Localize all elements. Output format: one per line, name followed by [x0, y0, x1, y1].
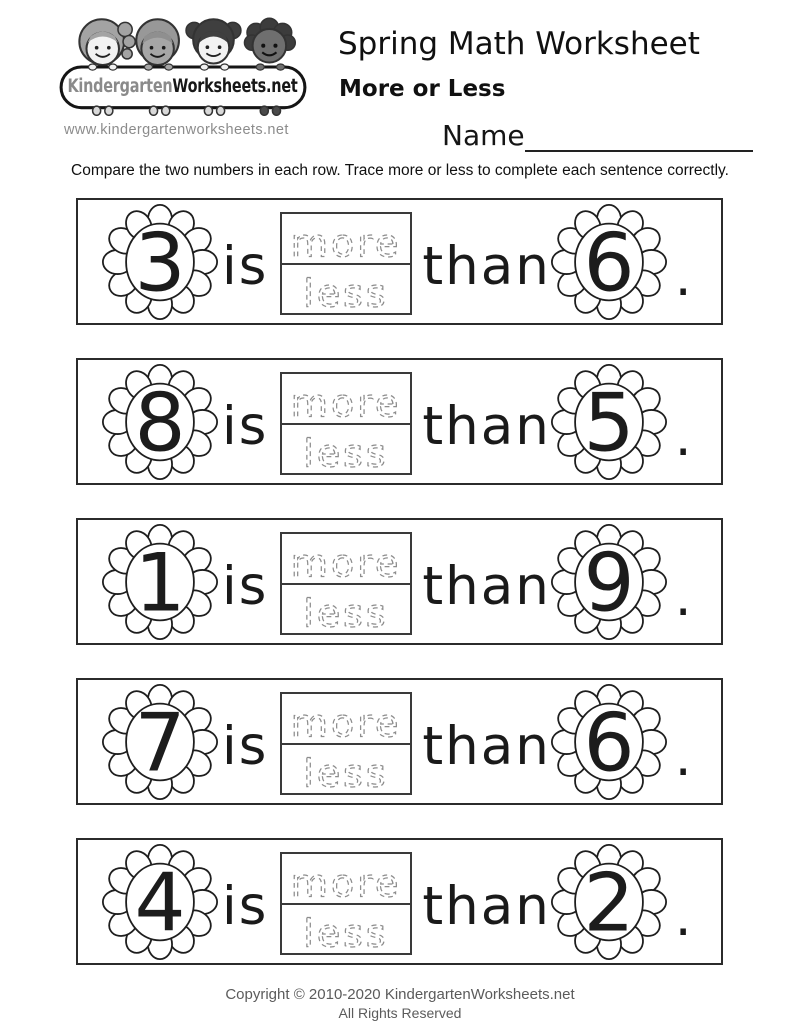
trace-word-less: [282, 263, 410, 314]
svg-text:more: more: [291, 380, 402, 423]
sentence-period: .: [674, 407, 692, 468]
logo-brand-text: [61, 67, 303, 105]
flower-number-right: 5: [583, 375, 635, 470]
site-logo: [56, 14, 310, 116]
trace-more-text: [285, 859, 407, 903]
word-is: is: [222, 556, 269, 617]
kid-girl-pigtails-icon: [186, 19, 241, 63]
flower-right: [551, 684, 667, 800]
sentence-period: .: [674, 247, 692, 308]
logo-brand-black: Worksheets.net: [171, 75, 298, 97]
flower-left: [102, 524, 218, 640]
trace-word-more: [282, 214, 410, 263]
flower-number-left: 1: [134, 535, 186, 630]
copyright-line: Copyright © 2010-2020 KindergartenWorksheets.net: [225, 986, 575, 1003]
flower-number-left: 3: [134, 215, 186, 310]
trace-word-more: [282, 374, 410, 423]
trace-more-text: [285, 219, 407, 263]
more-less-trace-box: [280, 372, 412, 475]
svg-text:more: more: [291, 220, 402, 263]
name-blank-line: [525, 120, 753, 152]
word-than: than: [422, 556, 551, 617]
trace-less-text: [285, 269, 407, 313]
trace-more-text: [285, 379, 407, 423]
trace-word-more: [282, 694, 410, 743]
flower-right: [551, 524, 667, 640]
flower-left: [102, 204, 218, 320]
svg-text:more: more: [291, 860, 402, 903]
word-than: than: [422, 236, 551, 297]
more-less-trace-box: [280, 532, 412, 635]
sentence-period: .: [674, 887, 692, 948]
more-less-trace-box: [280, 212, 412, 315]
name-line: [442, 120, 753, 152]
trace-less-text: [285, 749, 407, 793]
flower-number-left: 8: [134, 375, 186, 470]
flower-left: [102, 844, 218, 960]
word-than: than: [422, 876, 551, 937]
flower-right: [551, 204, 667, 320]
trace-word-more: [282, 534, 410, 583]
trace-more-text: [285, 539, 407, 583]
flower-number-left: 4: [134, 855, 186, 950]
flower-number-right: 2: [583, 855, 635, 950]
site-url: www.kindergartenworksheets.net: [64, 122, 289, 138]
svg-text:more: more: [291, 540, 402, 583]
word-is: is: [222, 396, 269, 457]
flower-left: [102, 364, 218, 480]
word-than: than: [422, 396, 551, 457]
flower-left: [102, 684, 218, 800]
svg-text:less: less: [303, 591, 390, 633]
kid-boy-curly-icon: [244, 18, 295, 62]
rights-line: All Rights Reserved: [338, 1005, 462, 1021]
svg-text:less: less: [303, 911, 390, 953]
trace-word-less: [282, 743, 410, 794]
comparison-row: [76, 838, 723, 965]
flower-number-left: 7: [134, 695, 186, 790]
kid-boy-gray-icon: [136, 19, 179, 65]
sentence-period: .: [674, 727, 692, 788]
flower-number-right: 6: [583, 215, 635, 310]
name-label: Name: [442, 119, 525, 153]
flower-number-right: 9: [583, 535, 635, 630]
comparison-row: [76, 678, 723, 805]
footer: [0, 986, 800, 1021]
more-less-trace-box: [280, 852, 412, 955]
trace-word-less: [282, 583, 410, 634]
word-is: is: [222, 876, 269, 937]
rows-container: [76, 198, 723, 998]
comparison-row: [76, 358, 723, 485]
comparison-row: [76, 518, 723, 645]
trace-less-text: [285, 909, 407, 953]
page-subtitle: More or Less: [339, 76, 506, 102]
svg-text:more: more: [291, 700, 402, 743]
instructions: Compare the two numbers in each row. Trace more or less to complete each sentence correctly.: [71, 162, 729, 179]
word-than: than: [422, 716, 551, 777]
word-is: is: [222, 236, 269, 297]
kid-girl-gray-icon: [79, 19, 135, 65]
trace-word-more: [282, 854, 410, 903]
page-title: Spring Math Worksheet: [338, 26, 700, 62]
trace-word-less: [282, 903, 410, 954]
word-is: is: [222, 716, 269, 777]
svg-text:less: less: [303, 431, 390, 473]
flower-right: [551, 844, 667, 960]
logo-brand-gray: Kindergarten: [66, 75, 172, 97]
trace-more-text: [285, 699, 407, 743]
trace-less-text: [285, 429, 407, 473]
more-less-trace-box: [280, 692, 412, 795]
flower-number-right: 6: [583, 695, 635, 790]
trace-less-text: [285, 589, 407, 633]
trace-word-less: [282, 423, 410, 474]
comparison-row: [76, 198, 723, 325]
svg-text:less: less: [303, 271, 390, 313]
svg-text:less: less: [303, 751, 390, 793]
flower-right: [551, 364, 667, 480]
sentence-period: .: [674, 567, 692, 628]
